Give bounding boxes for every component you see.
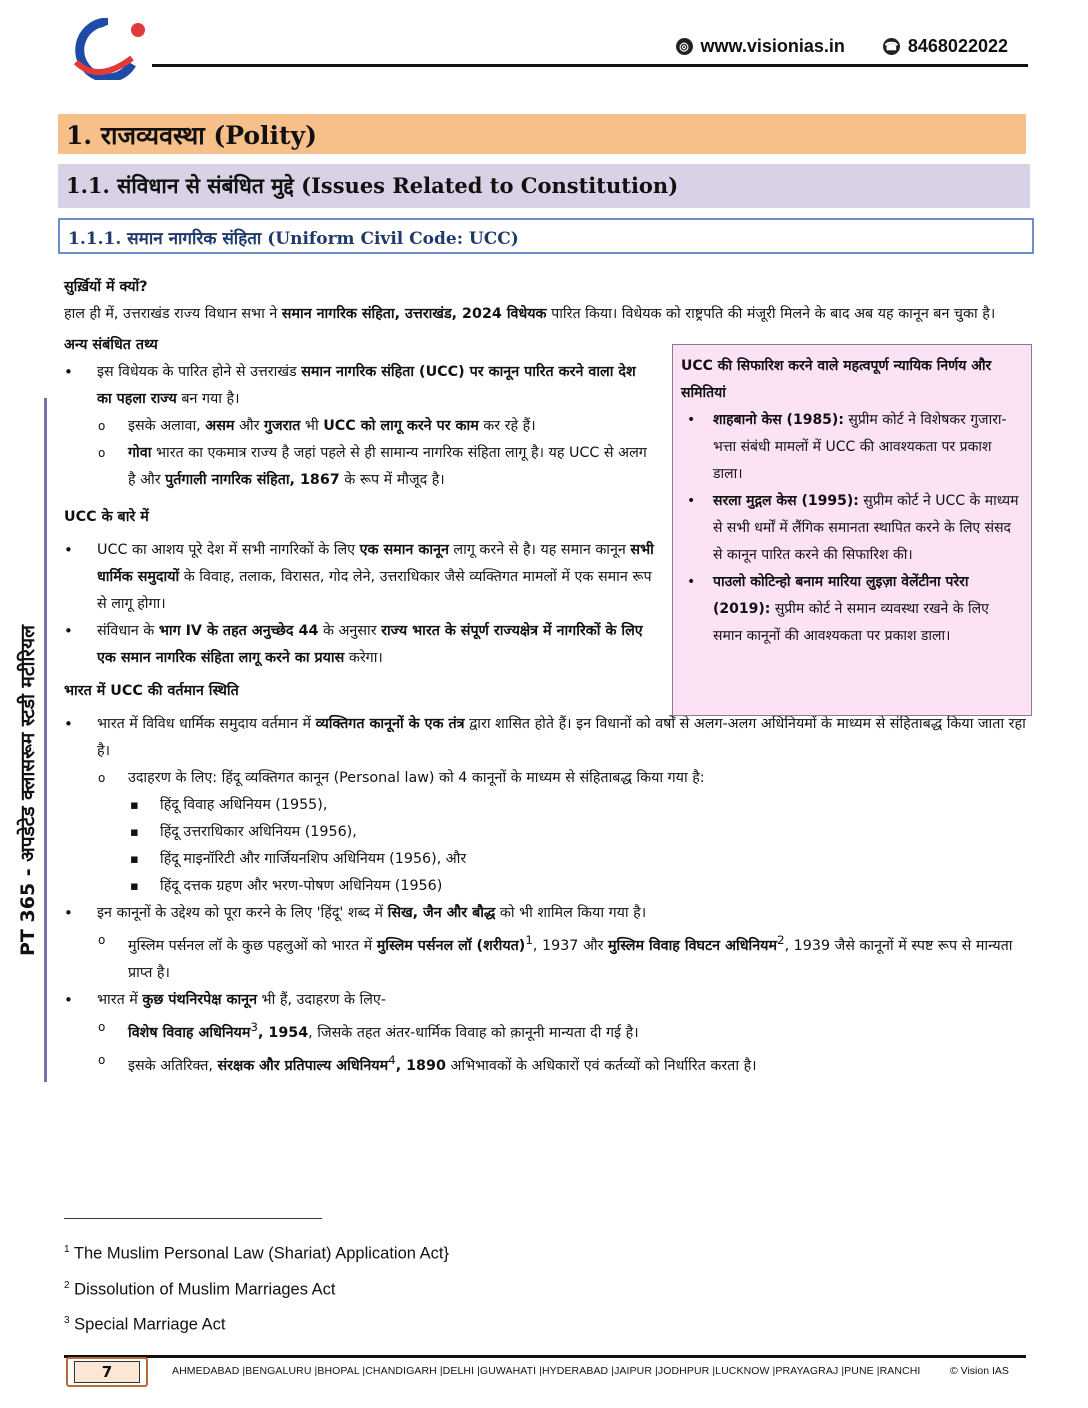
list-item: o विशेष विवाह अधिनियम$^3$, 1954, जिसके तहत अंतर-धार्मिक विवाह को क़ानूनी मान्यता दी गई है। (64, 1014, 1026, 1047)
section-title-news: सुर्ख़ियों में क्यों? (64, 279, 148, 295)
footnote: $^1$ The Muslim Personal Law (Shariat) Application Act} (64, 1244, 449, 1263)
list-item: o इसके अतिरिक्त, संरक्षक और प्रतिपाल्य अधिनियम$^4$, 1890 अभिभावकों के अधिकारों एवं कर्तव्यों को निर्धारित करता है। (64, 1047, 1026, 1080)
footnotes (64, 1234, 449, 1341)
about-list (64, 537, 654, 672)
act-item: ▪ हिंदू दत्तक ग्रहण और भरण-पोषण अधिनियम (1956) (64, 873, 1026, 900)
list-item: • भारत में विविध धार्मिक समुदाय वर्तमान में व्यक्तिगत कानूनों के एक तंत्र द्वारा शासित होते हैं। इन विधानों को वर्षों से अलग-अलग अधिनियमों के माध्यम से संहिताबद्ध किया जाता रहा है। (64, 711, 1026, 765)
header-divider (152, 64, 1028, 67)
section-title-about: UCC के बारे में (64, 509, 149, 525)
page-number-box (66, 1357, 148, 1387)
act-item: ▪ हिंदू उत्तराधिकार अधिनियम (1956), (64, 819, 1026, 846)
facts-list (64, 359, 654, 494)
list-item: • इस विधेयक के पारित होने से उत्तराखंड समान नागरिक संहिता (UCC) पर कानून पारित करने वाला देश का पहला राज्य बन गया है। (64, 359, 654, 413)
status-list (64, 711, 1026, 1079)
sidebar-title: PT 365 - अपडेटेड क्लासरूम स्टडी मटीरियल (17, 625, 39, 956)
box-item: • सरला मुद्गल केस (1995): सुप्रीम कोर्ट ने UCC के माध्यम से सभी धर्मों में लैंगिक समानता स्थापित करने के लिए संसद से कानून पारित करने की सिफारिश की। (681, 488, 1021, 569)
heading-ucc: 1.1.1. समान नागरिक संहिता (Uniform Civil Code: UCC) (58, 218, 1034, 254)
vision-ias-logo (68, 18, 148, 80)
sidebar-divider (44, 398, 47, 1082)
act-item: ▪ हिंदू विवाह अधिनियम (1955), (64, 792, 1026, 819)
section-title-facts: अन्य संबंधित तथ्य (64, 337, 158, 353)
footnote: $^2$ Dissolution of Muslim Marriages Act (64, 1279, 336, 1298)
globe-icon: ◎ (676, 38, 693, 55)
header-contact (676, 36, 1008, 57)
phone-number: 8468022022 (907, 36, 1008, 56)
website-link[interactable]: www.visionias.in (700, 36, 845, 56)
list-item: • संविधान के भाग IV के तहत अनुच्छेद 44 के अनुसार राज्य भारत के संपूर्ण राज्यक्षेत्र में नागरिकों के लिए एक समान नागरिक संहिता लागू करने का प्रयास करेगा। (64, 618, 654, 672)
footer-cities: AHMEDABAD |BENGALURU |BHOPAL |CHANDIGARH |DELHI |GUWAHATI |HYDERABAD |JAIPUR |JODHPUR |LUCKNOW |PRAYAGRAJ |PUNE |RANCHI (172, 1365, 921, 1377)
section-title-status: भारत में UCC की वर्तमान स्थिति (64, 683, 239, 699)
list-item: o उदाहरण के लिए: हिंदू व्यक्तिगत कानून (Personal law) को 4 कानूनों के माध्यम से संहिताबद्ध किया गया है: (64, 765, 1026, 792)
footer-divider (64, 1355, 1026, 1358)
news-paragraph: हाल ही में, उत्तराखंड राज्य विधान सभा ने समान नागरिक संहिता, उत्तराखंड, 2024 विधेयक पारित किया। विधेयक को राष्ट्रपति की मंजूरी मिलने के बाद अब यह कानून बन चुका है। (64, 306, 996, 322)
box-item: • शाहबानो केस (1985): सुप्रीम कोर्ट ने विशेषकर गुजारा-भत्ता संबंधी मामलों में UCC की आवश्यकता पर प्रकाश डाला। (681, 407, 1021, 488)
heading-constitution-issues: 1.1. संविधान से संबंधित मुद्दे (Issues Related to Constitution) (58, 164, 1030, 208)
list-item: • इन कानूनों के उद्देश्य को पूरा करने के लिए 'हिंदू' शब्द में सिख, जैन और बौद्ध को भी शामिल किया गया है। (64, 900, 1026, 927)
list-item: o इसके अलावा, असम और गुजरात भी UCC को लागू करने पर काम कर रहे हैं। (64, 413, 654, 440)
phone-icon: ☎ (883, 38, 900, 55)
footnote-divider (64, 1218, 322, 1219)
list-item: • भारत में कुछ पंथनिरपेक्ष कानून भी हैं, उदाहरण के लिए- (64, 987, 1026, 1014)
judicial-decisions-box (672, 344, 1032, 716)
act-item: ▪ हिंदू माइनॉरिटी और गार्जियनशिप अधिनियम (1956), और (64, 846, 1026, 873)
box-title: UCC की सिफारिश करने वाले महत्वपूर्ण न्यायिक निर्णय और समितियां (681, 358, 992, 401)
box-list (681, 407, 1021, 650)
footer-copyright: © Vision IAS (950, 1365, 1009, 1377)
list-item: o गोवा भारत का एकमात्र राज्य है जहां पहले से ही सामान्य नागरिक संहिता लागू है। यह UCC से अलग है और पुर्तगाली नागरिक संहिता, 1867 के रूप में मौजूद है। (64, 440, 654, 494)
list-item: o मुस्लिम पर्सनल लॉ के कुछ पहलुओं को भारत में मुस्लिम पर्सनल लॉ (शरीयत)$^1$, 1937 और मुस्लिम विवाह विघटन अधिनियम$^2$, 1939 जैसे कानूनों में स्पष्ट रूप से मान्यता प्राप्त है। (64, 927, 1026, 987)
heading-polity: 1. राजव्यवस्था (Polity) (58, 114, 1026, 154)
box-item: • पाउलो कोटिन्हो बनाम मारिया लुइज़ा वेलेंटीना परेरा (2019): सुप्रीम कोर्ट ने समान व्यवस्था रखने के लिए समान कानूनों की आवश्यकता पर प्रकाश डाला। (681, 569, 1021, 650)
page-number: 7 (74, 1361, 140, 1383)
list-item: • UCC का आशय पूरे देश में सभी नागरिकों के लिए एक समान कानून लागू करने से है। यह समान कानून सभी धार्मिक समुदायों के विवाह, तलाक, विरासत, गोद लेने, उत्तराधिकार जैसे व्यक्तिगत मामलों में एक समान रूप से लागू होगा। (64, 537, 654, 618)
footnote: $^3$ Special Marriage Act (64, 1315, 226, 1334)
